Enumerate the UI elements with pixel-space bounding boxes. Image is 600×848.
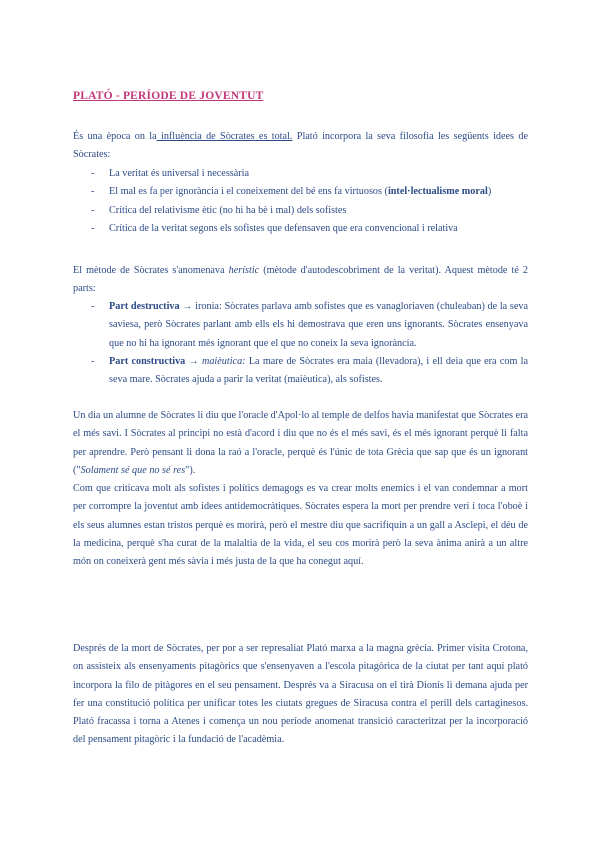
intro-underlined: influència de Sòcrates es total. [156, 131, 293, 142]
list-item: - Crítica de la veritat segons els sofistes que defensaven que era convencional i relativa [73, 220, 528, 238]
dash-marker: - [91, 222, 95, 234]
list-item: - Crítica del relativisme ètic (no hi ha bè i mal) dels sofistes [73, 202, 528, 220]
part-label: Part constructiva [109, 355, 186, 367]
after-death-paragraph: Després de la mort de Sòcrates, per por a ser represaliat Plató marxa a la magna grècia. Primer visita Crotona, on assisteix als ensenyaments pitagòrics que s'ensenyaven a l'escola pitagòrica de la ciutat per tant aquí plató incorpora la filo de pitàgores en el seu pensament. Després va a Siracusa on el tirà Dionís li demana ajuda per fer una constitució política per unificar totes les ciutats gregues de Siracusa contra el perill dels cartaginesos. Plató fracassa i torna a Atenes i comença un nou període anomenat transició caracteritzat per la incorporació del pensament pitagòric i la fundació de l'acadèmia. [73, 643, 528, 746]
italic-quote: Solament sé que no sé res [80, 464, 186, 476]
dash-marker: - [91, 301, 95, 312]
page-title: PLATÓ - PERÍODE DE JOVENTUT [73, 90, 264, 102]
italic-term: herístic [228, 265, 260, 276]
oracle-paragraph: Un dia un alumne de Sòcrates li diu que l'oracle d'Apol·lo al temple de delfos havia manifestat que Sòcrates era el més savi. I Sòcrates al principi no està d'acord i diu que no és el més savi, és el més ignorant perquè li falta per aprendre. Però pensant li dona la raó a l'oracle, perquè és l'únic de tota Grècia que sap que és un ignorant ("Solament sé que no sé res"). [73, 410, 528, 476]
list-item: - Part constructiva → maièutica: La mare de Sòcrates era maia (llevadora), i ell deia que era com la seva mare. Sòcrates ajuda a parir la veritat (maièutica), als sofistes. [73, 353, 528, 390]
bold-term: intel·lectualisme moral [387, 186, 488, 198]
intro-text: És una època on la [73, 131, 157, 142]
dash-marker: - [91, 186, 95, 198]
dash-marker: - [91, 355, 95, 367]
list-item: - El mal es fa per ignorància i el coneixement del bé ens fa virtuosos (intel·lectualisme moral) [73, 183, 528, 201]
intro-text-end: Plató incorpora la seva filosofia les següents idees de Sòcrates: [73, 131, 528, 161]
dash-marker: - [91, 168, 95, 179]
list-item: - La veritat és universal i necessària [73, 165, 528, 183]
ideas-list [73, 165, 528, 238]
part-label: Part destructiva [109, 301, 180, 312]
death-paragraph: Com que criticava molt als sofistes i polítics demagogs es va crear molts enemics i el van condemnar a mort per corrompre la joventut amb idees antidemocràtiques. Sòcrates espera la mort per prendre verí i toca l'oboè i els seus alumnes estan tristos perquè es morirà, però el mestre diu que sacrifiquin a un gall a Asclepi, el déu de la medicina, perquè s'ha curat de la malaltia de la vida, el seu cos morirà però la seva ànima anirà a un altre món on coneixerà gent més sàvia i més justa de la que ha conegut aquí. [73, 483, 528, 568]
method-paragraph: El mètode de Sòcrates s'anomenava herístic (mètode d'autodescobriment de la veritat). Aquest mètode té 2 parts: [73, 265, 529, 295]
list-item: - Part destructiva → ironia: Sòcrates parlava amb sofistes que es vanagloriaven (chuleaban) de la seva saviesa, però Sòcrates parlant amb ells els hi demostrava que eren uns ignorants. Sòcrates ensenyava que no hi ha ignorant més ignorant que el que no coneix la seva ignorància. [73, 298, 528, 353]
dash-marker: - [91, 204, 95, 216]
intro-paragraph [73, 128, 528, 165]
parts-list [73, 298, 528, 389]
